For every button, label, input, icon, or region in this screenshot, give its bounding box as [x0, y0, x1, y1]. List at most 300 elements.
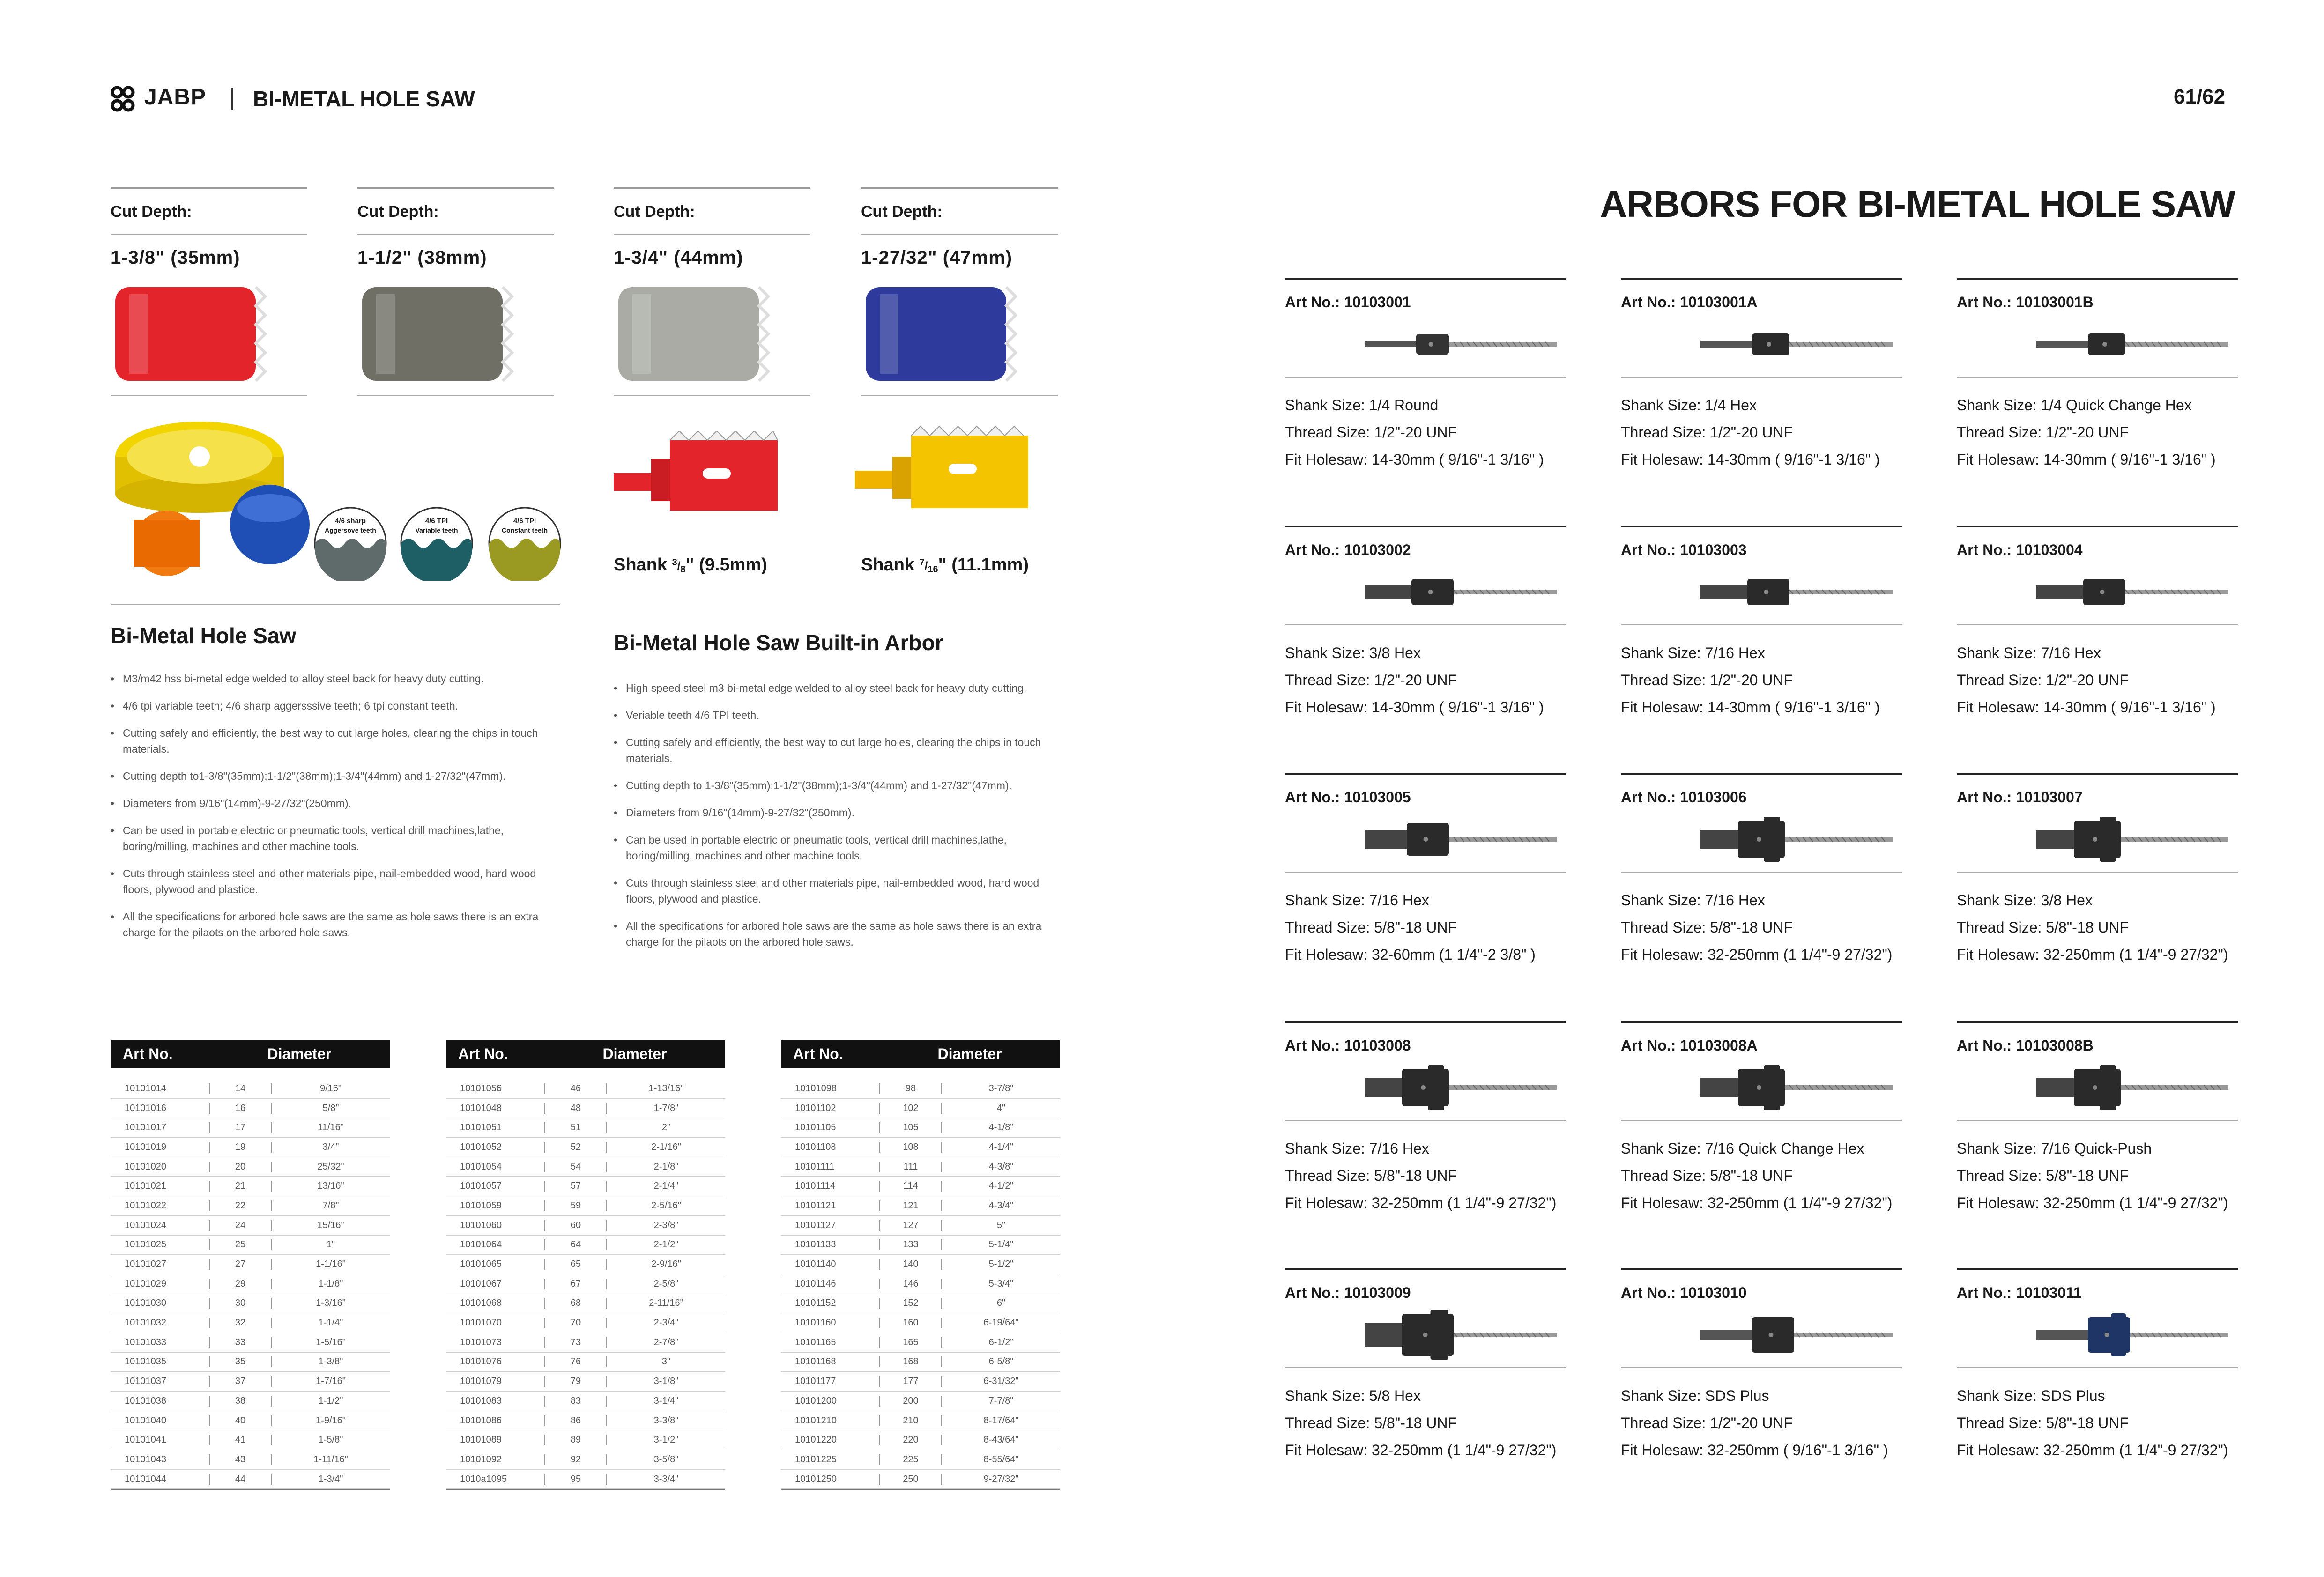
cell-diameter-mm: 140	[879, 1259, 942, 1270]
cell-diameter-inch: 7/8"	[322, 1200, 339, 1211]
cell-diameter-mm: 22	[209, 1200, 272, 1211]
badge-line2: Variable teeth	[415, 526, 458, 534]
cell-diameter-mm: 121	[879, 1200, 942, 1211]
bimetal-title: Bi-Metal Hole Saw	[111, 623, 297, 648]
arbor-image	[1285, 311, 1566, 377]
arbor-shank-size: Shank Size: 1/4 Hex	[1621, 397, 1757, 414]
arbor-specs	[1285, 1135, 1566, 1216]
cell-diameter-mm: 220	[879, 1435, 942, 1445]
arbor-image	[1285, 1054, 1566, 1120]
table-row	[111, 1411, 390, 1431]
arbor-shank-size: Shank Size: 7/16 Quick Change Hex	[1621, 1140, 1864, 1157]
teeth-type-badge	[313, 506, 388, 581]
cell-art-no: 10101250	[795, 1473, 837, 1484]
rule	[861, 187, 1058, 189]
cell-diameter-mm: 40	[209, 1415, 272, 1426]
cell-art-no: 10101016	[125, 1103, 166, 1113]
arbor-specs	[1957, 639, 2238, 721]
rule	[1957, 1367, 2238, 1368]
arbor-specs	[1957, 1135, 2238, 1216]
hole-saw-image	[357, 268, 554, 395]
cell-diameter-mm: 111	[879, 1162, 942, 1172]
cell-diameter-inch: 13/16"	[317, 1181, 344, 1192]
arbor-thread-size: Thread Size: 1/2"-20 UNF	[1285, 424, 1457, 441]
cell-art-no: 10101127	[795, 1220, 836, 1230]
fraction-numerator: 3	[672, 557, 677, 568]
table-row	[781, 1313, 1060, 1333]
cell-diameter-mm: 200	[879, 1396, 942, 1407]
cell-art-no: 10101200	[795, 1395, 837, 1406]
cell-diameter-inch: 1-1/16"	[316, 1259, 346, 1270]
cut-depth-block	[614, 187, 810, 396]
cell-art-no: 10101051	[460, 1122, 502, 1133]
arbor-item	[1285, 773, 1566, 968]
rule	[614, 395, 810, 396]
cell-art-no: 10101068	[460, 1298, 502, 1309]
fraction-denominator: 16	[928, 564, 938, 575]
rule	[1621, 526, 1902, 527]
cell-diameter-mm: 46	[544, 1083, 607, 1094]
arbor-shank-size: Shank Size: 5/8 Hex	[1285, 1387, 1421, 1404]
cell-diameter-inch: 3-1/8"	[653, 1376, 679, 1387]
cell-diameter-inch: 7-7/8"	[988, 1395, 1014, 1406]
rule	[1621, 1268, 1902, 1270]
cell-diameter-mm: 30	[209, 1298, 272, 1309]
arbor-thread-size: Thread Size: 5/8"-18 UNF	[1285, 1167, 1457, 1184]
table-row	[111, 1274, 390, 1294]
bullet-item: • Cuts through stainless steel and other materials pipe, nail-embedded wood, hard wood floors, plywood and plastice.	[111, 866, 560, 897]
cell-diameter-mm: 102	[879, 1103, 942, 1114]
shank-fraction: $^7/_{16}$	[919, 557, 938, 575]
cell-art-no: 10101133	[795, 1239, 836, 1250]
arbor-thread-size: Thread Size: 5/8"-18 UNF	[1621, 1167, 1793, 1184]
table-row	[446, 1294, 725, 1314]
cell-diameter-inch: 1-13/16"	[648, 1083, 684, 1094]
table-row	[446, 1079, 725, 1099]
arbor-thread-size: Thread Size: 5/8"-18 UNF	[1285, 1414, 1457, 1431]
rule	[1957, 1021, 2238, 1023]
bullet-item: • Veriable teeth 4/6 TPI teeth.	[614, 707, 1063, 723]
rule	[1285, 278, 1566, 280]
cell-diameter-mm: 27	[209, 1259, 272, 1270]
cell-diameter-inch: 1-3/16"	[316, 1298, 346, 1309]
rule	[1621, 1120, 1902, 1121]
cell-diameter-mm: 225	[879, 1454, 942, 1465]
cell-diameter-mm: 250	[879, 1474, 942, 1485]
builtin-title: Bi-Metal Hole Saw Built-in Arbor	[614, 630, 943, 655]
cell-art-no: 10101060	[460, 1220, 502, 1230]
table-row	[781, 1470, 1060, 1489]
table-row	[111, 1255, 390, 1274]
rule	[357, 234, 554, 235]
arbor-fit-holesaw: Fit Holesaw: 32-250mm (1 1/4"-9 27/32")	[1621, 946, 1893, 963]
table-row	[781, 1333, 1060, 1353]
diameter-table	[111, 1040, 390, 1490]
cell-art-no: 10101152	[795, 1298, 836, 1309]
rule	[1621, 1021, 1902, 1023]
cell-art-no: 10101027	[125, 1259, 166, 1270]
arbor-item	[1957, 278, 2238, 473]
cell-diameter-inch: 8-17/64"	[983, 1415, 1019, 1426]
cell-art-no: 10101043	[125, 1454, 166, 1465]
arbor-art-no: Art No.: 10103007	[1957, 789, 2083, 806]
cell-art-no: 10101111	[795, 1161, 835, 1172]
rule	[1285, 1021, 1566, 1023]
table-row	[111, 1353, 390, 1372]
rule	[111, 395, 307, 396]
cell-diameter-mm: 92	[544, 1454, 607, 1465]
arbor-image	[1957, 806, 2238, 872]
cell-art-no: 10101033	[125, 1337, 166, 1347]
table-row	[781, 1118, 1060, 1138]
cell-diameter-inch: 1-1/8"	[318, 1278, 343, 1289]
rule	[1957, 624, 2238, 625]
cell-diameter-inch: 5-3/4"	[988, 1278, 1014, 1289]
cell-diameter-mm: 24	[209, 1220, 272, 1231]
arbor-art-no: Art No.: 10103008B	[1957, 1037, 2094, 1054]
arbor-item	[1621, 1268, 1902, 1464]
arbor-fit-holesaw: Fit Holesaw: 32-250mm (1 1/4"-9 27/32")	[1957, 946, 2228, 963]
cell-art-no: 10101140	[795, 1259, 836, 1270]
arbor-thread-size: Thread Size: 5/8"-18 UNF	[1621, 919, 1793, 936]
arbor-shank-size: Shank Size: 3/8 Hex	[1957, 892, 2093, 909]
cell-diameter-inch: 4-3/8"	[988, 1161, 1014, 1172]
cell-art-no: 10101102	[795, 1103, 836, 1113]
cell-diameter-mm: 114	[879, 1181, 942, 1192]
arbor-shank-size: Shank Size: 7/16 Hex	[1621, 644, 1765, 661]
table-row	[111, 1099, 390, 1118]
arbor-image	[1621, 1302, 1902, 1367]
arbor-fit-holesaw: Fit Holesaw: 14-30mm ( 9/16"-1 3/16" )	[1285, 699, 1544, 716]
rule	[1957, 1268, 2238, 1270]
table-row	[446, 1470, 725, 1489]
cell-art-no: 10101070	[460, 1318, 502, 1328]
cell-art-no: 10101065	[460, 1259, 502, 1270]
cell-diameter-inch: 5/8"	[322, 1103, 339, 1113]
table-row	[111, 1157, 390, 1177]
cell-diameter-inch: 1-7/8"	[653, 1103, 679, 1113]
cell-art-no: 10101037	[125, 1376, 166, 1387]
header-art-no: Art No.	[458, 1045, 508, 1062]
arbor-shank-size: Shank Size: 7/16 Quick-Push	[1957, 1140, 2152, 1157]
table-row	[781, 1079, 1060, 1099]
rule	[1621, 377, 1902, 378]
cell-diameter-inch: 2-7/8"	[653, 1337, 679, 1347]
cell-diameter-inch: 3-3/8"	[653, 1415, 679, 1426]
cell-art-no: 10101040	[125, 1415, 166, 1426]
cell-art-no: 10101114	[795, 1181, 836, 1192]
brand-logo-icon	[111, 86, 135, 112]
arbor-image	[1957, 559, 2238, 624]
rule	[614, 234, 810, 235]
cell-art-no: 10101160	[795, 1318, 836, 1328]
cell-diameter-mm: 68	[544, 1298, 607, 1309]
hole-saw-image	[111, 268, 307, 395]
cell-art-no: 10101044	[125, 1473, 166, 1484]
cell-art-no: 1010a1095	[460, 1473, 507, 1484]
cell-diameter-inch: 1-3/8"	[318, 1356, 343, 1367]
cell-diameter-inch: 4-1/4"	[988, 1141, 1014, 1152]
shank-fraction: $^3/_8$	[672, 557, 686, 575]
cut-depth-block	[111, 187, 307, 396]
arbor-shank-size: Shank Size: 1/4 Quick Change Hex	[1957, 397, 2192, 414]
cell-art-no: 10101020	[125, 1161, 166, 1172]
cell-diameter-mm: 83	[544, 1396, 607, 1407]
hole-saw-set-image	[111, 412, 317, 581]
table-header	[446, 1040, 725, 1068]
rule	[1285, 377, 1566, 378]
cell-diameter-inch: 9/16"	[319, 1083, 342, 1094]
header-title: BI-METAL HOLE SAW	[253, 87, 475, 111]
header-diameter: Diameter	[602, 1045, 667, 1062]
arbor-art-no: Art No.: 10103006	[1621, 789, 1747, 806]
section-divider	[111, 604, 560, 605]
arbor-fit-holesaw: Fit Holesaw: 32-250mm ( 9/16"-1 3/16" )	[1621, 1442, 1888, 1459]
table-row	[111, 1430, 390, 1450]
table-row	[446, 1216, 725, 1236]
cut-depth-value: 1-3/8" (35mm)	[111, 247, 240, 268]
cell-diameter-mm: 52	[544, 1142, 607, 1153]
cell-art-no: 10101052	[460, 1141, 502, 1152]
cell-diameter-inch: 4-1/8"	[988, 1122, 1014, 1133]
cell-diameter-mm: 98	[879, 1083, 942, 1094]
rule	[111, 234, 307, 235]
cell-art-no: 10101014	[125, 1083, 166, 1094]
bullet-item: • Cutting depth to1-3/8"(35mm);1-1/2"(38mm);1-3/4"(44mm) and 1-27/32"(47mm).	[111, 768, 560, 784]
cell-art-no: 10101038	[125, 1395, 166, 1406]
table-row	[781, 1099, 1060, 1118]
rule	[1285, 872, 1566, 873]
table-row	[781, 1138, 1060, 1157]
cell-diameter-mm: 41	[209, 1435, 272, 1445]
cell-diameter-mm: 160	[879, 1318, 942, 1328]
arbor-image	[1285, 806, 1566, 872]
bullet-item: • M3/m42 hss bi-metal edge welded to alloy steel back for heavy duty cutting.	[111, 671, 560, 687]
cell-diameter-mm: 48	[544, 1103, 607, 1114]
cell-art-no: 10101121	[795, 1200, 836, 1211]
bullet-item: • Can be used in portable electric or pneumatic tools, vertical drill machines,lathe, boring/milling, machines and other machine tools.	[111, 822, 560, 854]
table-row	[446, 1236, 725, 1255]
arbor-specs	[1285, 639, 1566, 721]
cell-diameter-inch: 2-3/8"	[653, 1220, 679, 1230]
arbor-shank-size: Shank Size: 7/16 Hex	[1285, 892, 1429, 909]
cell-art-no: 10101048	[460, 1103, 502, 1113]
cell-diameter-mm: 51	[544, 1122, 607, 1133]
arbor-art-no: Art No.: 10103008A	[1621, 1037, 1758, 1054]
cell-diameter-mm: 73	[544, 1337, 607, 1348]
rule	[861, 395, 1058, 396]
rule	[1957, 1120, 2238, 1121]
bullet-item: • Cuts through stainless steel and other materials pipe, nail-embedded wood, hard wood floors, plywood and plastice.	[614, 875, 1063, 907]
cell-diameter-mm: 146	[879, 1279, 942, 1289]
table-row	[111, 1450, 390, 1470]
arbor-specs	[1621, 887, 1902, 968]
table-row	[446, 1118, 725, 1138]
cell-diameter-inch: 5-1/2"	[988, 1259, 1014, 1270]
table-row	[446, 1177, 725, 1196]
table-row	[781, 1216, 1060, 1236]
cell-diameter-inch: 1-7/16"	[316, 1376, 346, 1387]
arbor-item	[1621, 773, 1902, 968]
rule	[1285, 1120, 1566, 1121]
cell-diameter-inch: 3-1/4"	[653, 1395, 679, 1406]
arbor-shank-size: Shank Size: 7/16 Hex	[1285, 1140, 1429, 1157]
table-row	[781, 1294, 1060, 1314]
builtin-bullet-list	[614, 680, 1063, 961]
cell-art-no: 10101056	[460, 1083, 502, 1094]
table-row	[781, 1392, 1060, 1411]
arbor-item	[1621, 1021, 1902, 1216]
arbor-item	[1285, 526, 1566, 721]
cell-diameter-mm: 108	[879, 1142, 942, 1153]
cell-art-no: 10101064	[460, 1239, 502, 1250]
cell-diameter-inch: 2-1/16"	[651, 1141, 681, 1152]
cell-diameter-mm: 76	[544, 1356, 607, 1367]
cell-diameter-inch: 3"	[661, 1356, 671, 1367]
arbor-thread-size: Thread Size: 5/8"-18 UNF	[1957, 1167, 2129, 1184]
rule	[1621, 624, 1902, 625]
bullet-item: • High speed steel m3 bi-metal edge welded to alloy steel back for heavy duty cutting.	[614, 680, 1063, 696]
cell-diameter-mm: 79	[544, 1376, 607, 1387]
cell-diameter-inch: 2"	[661, 1122, 671, 1133]
table-row	[446, 1274, 725, 1294]
arbor-image	[1285, 559, 1566, 624]
rule	[1285, 1268, 1566, 1270]
arbor-specs	[1621, 1382, 1902, 1464]
cell-diameter-mm: 21	[209, 1181, 272, 1192]
cell-diameter-inch: 2-3/4"	[653, 1318, 679, 1328]
rule	[1621, 278, 1902, 280]
cell-diameter-mm: 17	[209, 1122, 272, 1133]
badge-line2: Constant teeth	[502, 526, 548, 534]
cell-diameter-inch: 2-9/16"	[651, 1259, 681, 1270]
cell-diameter-inch: 2-5/16"	[651, 1200, 681, 1211]
cell-diameter-mm: 29	[209, 1279, 272, 1289]
bullet-item: • Cutting depth to 1-3/8"(35mm);1-1/2"(38mm);1-3/4"(44mm) and 1-27/32"(47mm).	[614, 777, 1063, 793]
arbor-thread-size: Thread Size: 1/2"-20 UNF	[1621, 1414, 1793, 1431]
table-body	[111, 1079, 390, 1490]
cell-art-no: 10101089	[460, 1435, 502, 1445]
table-row	[781, 1157, 1060, 1177]
cell-art-no: 10101024	[125, 1220, 166, 1230]
table-row	[111, 1372, 390, 1392]
cell-diameter-mm: 210	[879, 1415, 942, 1426]
cell-diameter-inch: 1-5/8"	[318, 1435, 343, 1445]
cell-art-no: 10101076	[460, 1356, 502, 1367]
arbor-specs	[1957, 1382, 2238, 1464]
cell-art-no: 10101168	[795, 1356, 836, 1367]
cell-diameter-mm: 127	[879, 1220, 942, 1231]
cut-depth-label: Cut Depth:	[861, 203, 943, 221]
header-diameter: Diameter	[267, 1045, 332, 1062]
rule	[1621, 1367, 1902, 1368]
arbor-shank-size: Shank Size: 3/8 Hex	[1285, 644, 1421, 661]
table-row	[446, 1157, 725, 1177]
cell-diameter-mm: 89	[544, 1435, 607, 1445]
cell-diameter-mm: 33	[209, 1337, 272, 1348]
hole-saw-image	[614, 268, 810, 395]
cell-diameter-mm: 57	[544, 1181, 607, 1192]
arbor-shank-size: Shank Size: SDS Plus	[1957, 1387, 2105, 1404]
shank-word: Shank	[861, 555, 915, 575]
cell-diameter-mm: 165	[879, 1337, 942, 1348]
table-row	[111, 1470, 390, 1489]
page-number: 61/62	[2174, 85, 2226, 108]
cell-diameter-inch: 1-1/2"	[318, 1395, 343, 1406]
cell-diameter-inch: 6-5/8"	[988, 1356, 1014, 1367]
cell-diameter-inch: 3/4"	[322, 1141, 339, 1152]
table-row	[111, 1216, 390, 1236]
arbor-art-no: Art No.: 10103011	[1957, 1284, 2082, 1301]
table-row	[781, 1255, 1060, 1274]
cell-diameter-mm: 133	[879, 1239, 942, 1250]
arbor-art-no: Art No.: 10103001A	[1621, 294, 1758, 311]
cell-diameter-inch: 1-1/4"	[318, 1318, 343, 1328]
cell-art-no: 10101092	[460, 1454, 502, 1465]
table-row	[781, 1353, 1060, 1372]
arbor-specs	[1621, 639, 1902, 721]
table-body	[781, 1079, 1060, 1490]
cell-diameter-inch: 11/16"	[318, 1122, 344, 1133]
arbor-image	[1621, 1054, 1902, 1120]
cell-diameter-inch: 1-3/4"	[318, 1473, 343, 1484]
arbor-art-no: Art No.: 10103009	[1285, 1284, 1411, 1301]
cell-art-no: 10101105	[795, 1122, 836, 1133]
shank-word: Shank	[614, 555, 668, 575]
arbor-art-no: Art No.: 10103004	[1957, 541, 2083, 558]
cell-diameter-mm: 70	[544, 1318, 607, 1328]
cell-diameter-mm: 44	[209, 1474, 272, 1485]
cell-diameter-inch: 3-7/8"	[988, 1083, 1014, 1094]
teeth-type-badge	[399, 506, 474, 581]
cell-diameter-inch: 9-27/32"	[983, 1473, 1019, 1484]
rule	[1285, 624, 1566, 625]
table-row	[111, 1392, 390, 1411]
arbor-specs	[1957, 887, 2238, 968]
cell-diameter-inch: 1-9/16"	[316, 1415, 346, 1426]
cut-depth-block	[357, 187, 554, 396]
arbor-fit-holesaw: Fit Holesaw: 32-250mm (1 1/4"-9 27/32")	[1957, 1442, 2228, 1459]
arbor-item	[1957, 1268, 2238, 1464]
arbor-specs	[1957, 392, 2238, 473]
cell-art-no: 10101083	[460, 1395, 502, 1406]
arbor-item	[1957, 1021, 2238, 1216]
header-diameter: Diameter	[937, 1045, 1002, 1062]
cell-diameter-inch: 5"	[996, 1220, 1006, 1230]
arbor-art-no: Art No.: 10103008	[1285, 1037, 1411, 1054]
cell-diameter-inch: 3-1/2"	[653, 1435, 679, 1445]
table-row	[111, 1313, 390, 1333]
diameter-table	[781, 1040, 1060, 1490]
arbor-art-no: Art No.: 10103003	[1621, 541, 1747, 558]
cell-diameter-mm: 37	[209, 1376, 272, 1387]
arbor-shank-size: Shank Size: 7/16 Hex	[1621, 892, 1765, 909]
arbor-item	[1957, 773, 2238, 968]
arbor-shank-size: Shank Size: 7/16 Hex	[1957, 644, 2101, 661]
cell-diameter-inch: 6"	[996, 1298, 1006, 1309]
arbor-fit-holesaw: Fit Holesaw: 32-250mm (1 1/4"-9 27/32")	[1285, 1194, 1557, 1211]
arbor-fit-holesaw: Fit Holesaw: 14-30mm ( 9/16"-1 3/16" )	[1957, 451, 2216, 468]
cell-diameter-inch: 25/32"	[317, 1161, 344, 1172]
arbor-image	[1957, 311, 2238, 377]
badge-line1: 4/6 TPI	[513, 517, 536, 525]
table-row	[111, 1333, 390, 1353]
arbor-fit-holesaw: Fit Holesaw: 32-250mm (1 1/4"-9 27/32")	[1285, 1442, 1557, 1459]
cell-art-no: 10101220	[795, 1435, 837, 1445]
arbor-image	[1285, 1302, 1566, 1367]
table-row	[111, 1138, 390, 1157]
cell-diameter-inch: 2-11/16"	[649, 1298, 683, 1309]
